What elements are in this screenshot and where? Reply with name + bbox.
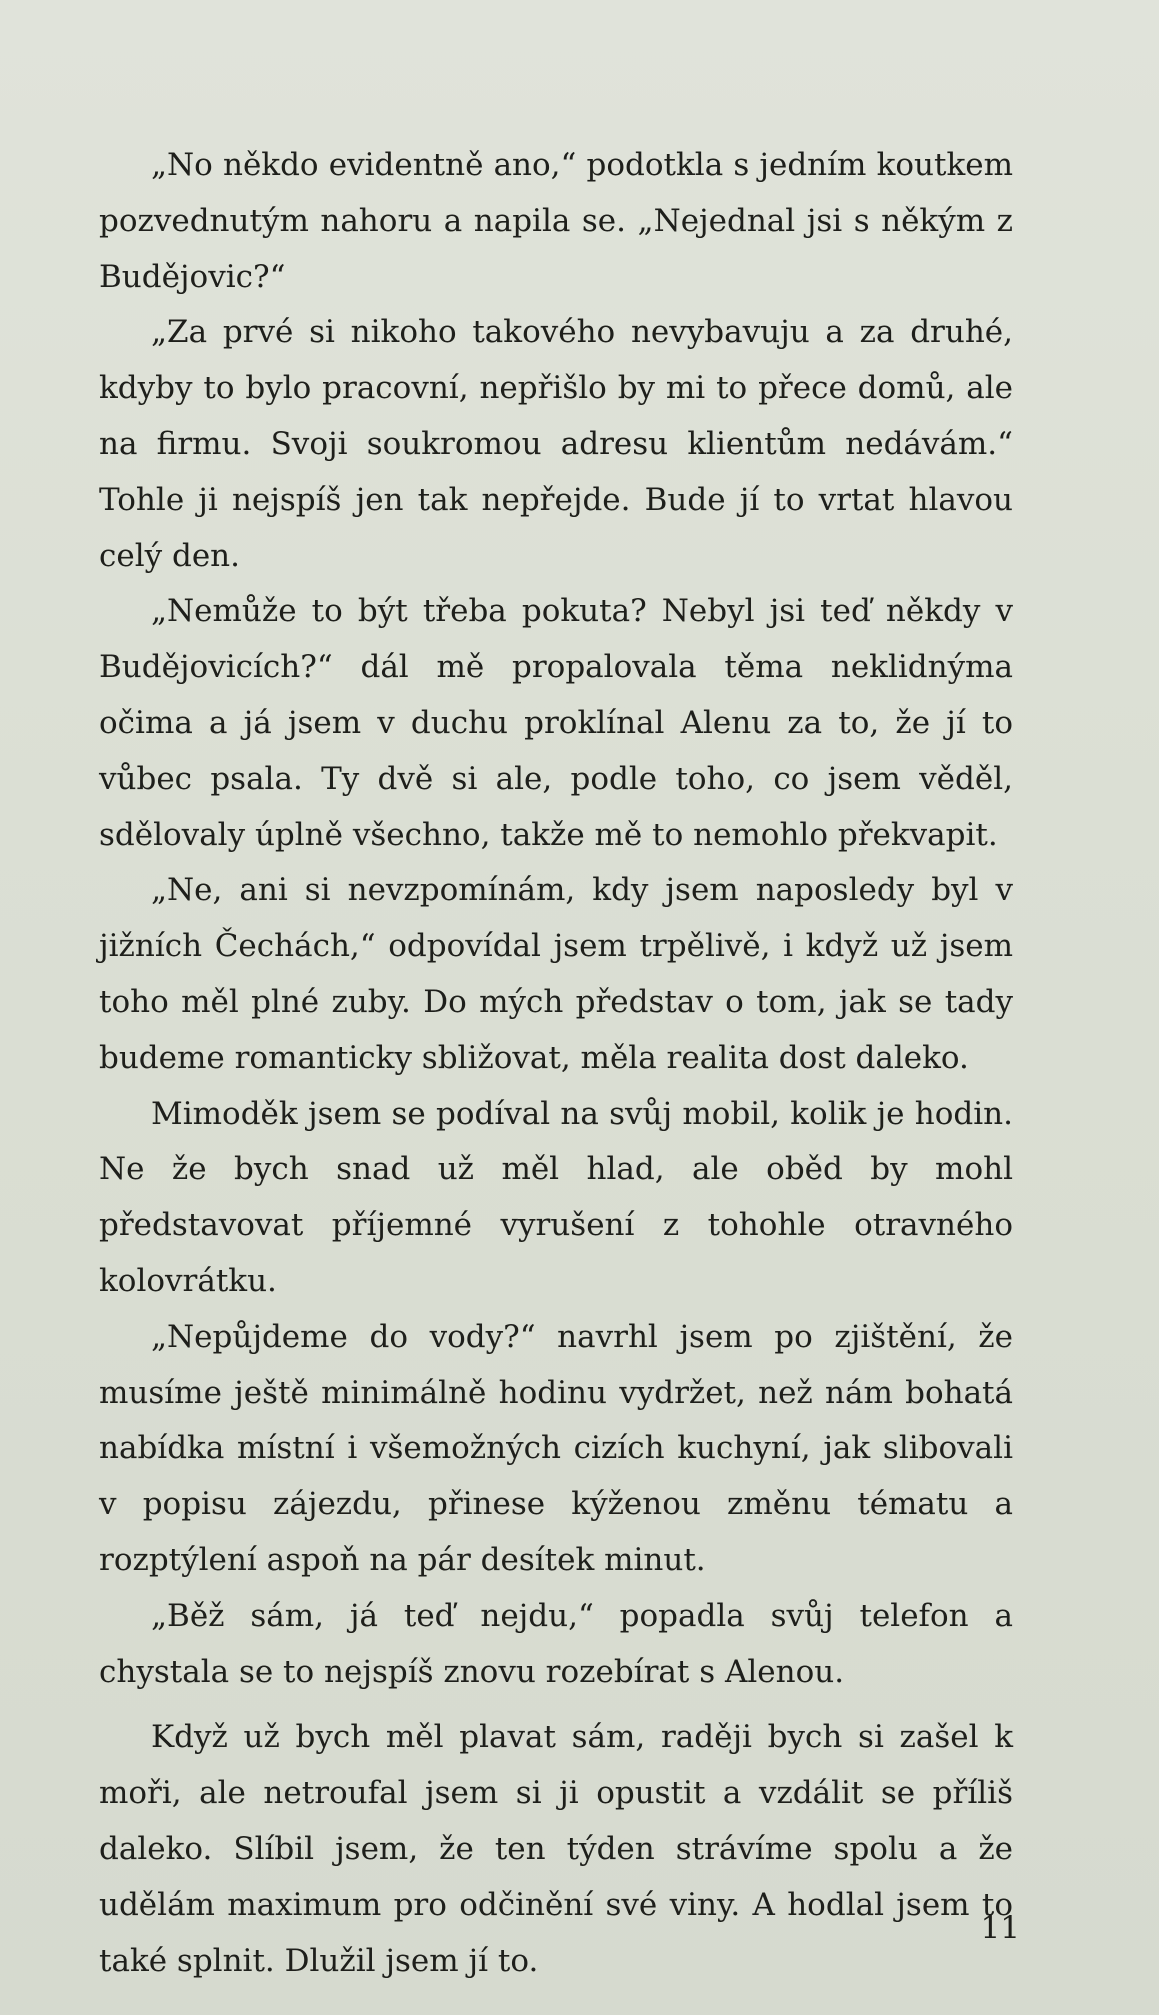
body-text [99,138,1013,1989]
paragraph-8: Když už bych měl plavat sám, raději bych si zašel k moři, ale netroufal jsem si ji opustit a vzdálit se příliš daleko. Slíbil jsem, že ten týden strávíme spolu a že udělám maximum pro odčinění své viny. A hodlal jsem to také splnit. Dlužil jsem jí to. [99,1719,1013,1979]
paragraph-4: „Ne, ani si nevzpomínám, kdy jsem naposledy byl v jižních Čechách,“ odpovídal jsem trpělivě, i když už jsem toho měl plné zuby. Do mých představ o tom, jak se tady budeme romanticky sbližovat, měla realita dost daleko. [99,872,1013,1076]
paragraph-1: „No někdo evidentně ano,“ podotkla s jedním koutkem pozvednutým nahoru a napila se. „Nejednal jsi s někým z Budějovic?“ [99,147,1013,295]
paragraph-2: „Za prvé si nikoho takového nevybavuju a za druhé, kdyby to bylo pracovní, nepřišlo by mi to přece domů, ale na firmu. Svoji soukromou adresu klientům nedávám.“ Tohle ji nejspíš jen tak nepřejde. Bude jí to vrtat hlavou celý den. [99,314,1013,574]
page-number: 11 [980,1910,1020,1946]
paragraph-5: Mimoděk jsem se podíval na svůj mobil, kolik je hodin. Ne že bych snad už měl hlad, ale oběd by mohl představovat příjemné vyrušení z tohohle otravného kolovrátku. [99,1095,1013,1299]
paragraph-3: „Nemůže to být třeba pokuta? Nebyl jsi teď někdy v Budějovicích?“ dál mě propalovala těma neklidnýma očima a já jsem v duchu proklínal Alenu za to, že jí to vůbec psala. Ty dvě si ale, podle toho, co jsem věděl, sdělovaly úplně všechno, takže mě to nemohlo překvapit. [99,593,1013,853]
paragraph-6: „Nepůjdeme do vody?“ navrhl jsem po zjištění, že musíme ještě minimálně hodinu vydržet, než nám bohatá nabídka místní i všemožných cizích kuchyní, jak slibovali v popisu zájezdu, přinese kýženou změnu tématu a rozptýlení aspoň na pár desítek minut. [99,1318,1013,1578]
paragraph-7: „Běž sám, já teď nejdu,“ popadla svůj telefon a chystala se to nejspíš znovu rozebírat s Alenou. [99,1597,1013,1690]
